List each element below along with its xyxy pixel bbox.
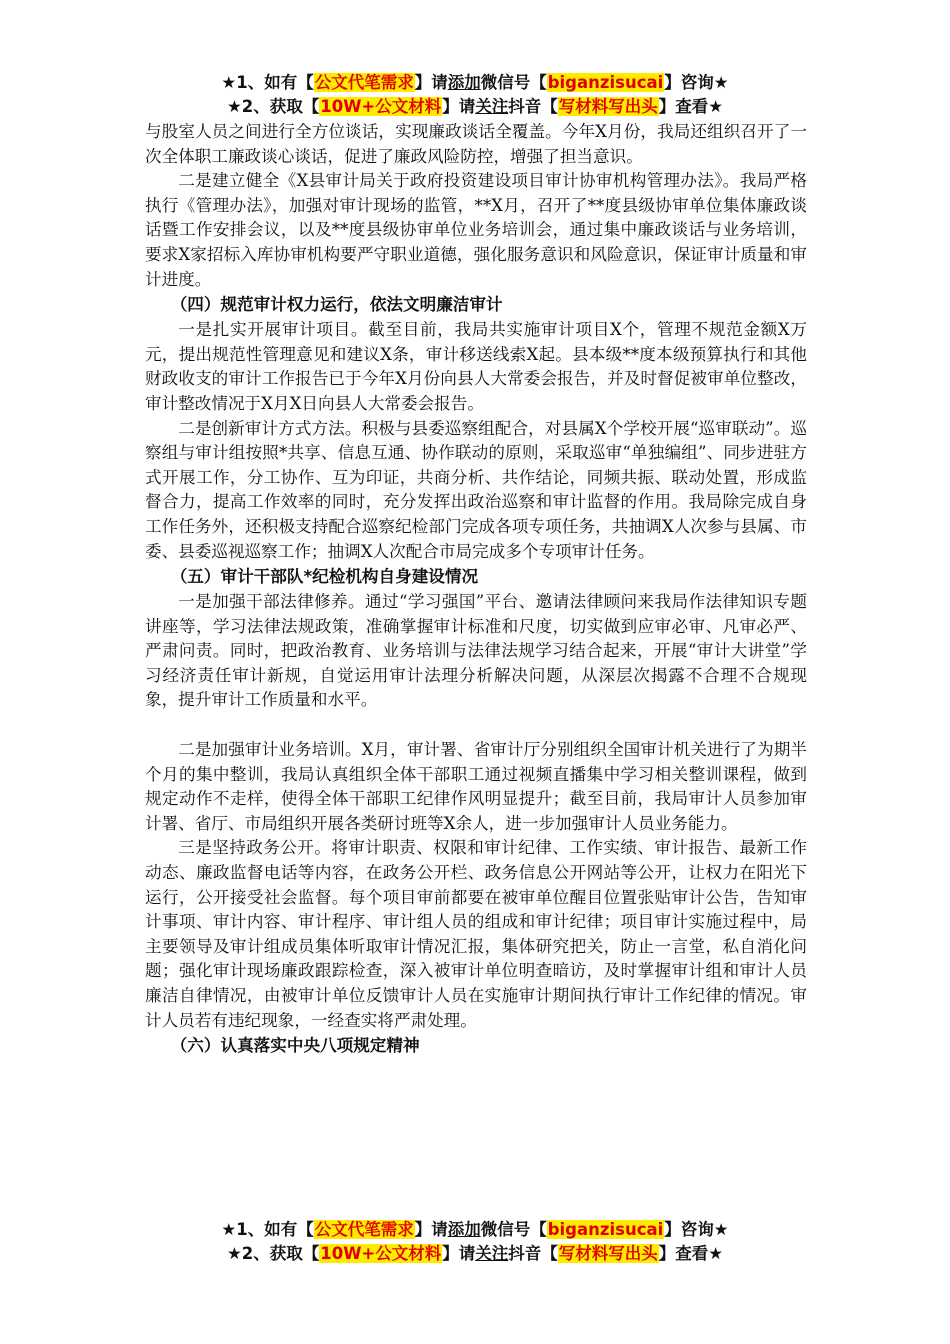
banner-line-2-top: ★2、获取【10W+公文材料】请关注抖音【写材料写出头】查看★ [226,97,724,116]
document-body [145,120,807,1059]
highlight-douyin-id: 写材料写出头 [558,97,658,116]
paragraph-management-measures: 二是建立健全《X县审计局关于政府投资建设项目审计协审机构管理办法》。我局严格执行《管理办法》，加强对审计现场的监管，**X月，召开了**度县级协审单位集体廉政谈话暨工作安排会议，以及**度县级协审单位业务培训会，通过集中廉政谈话与业务培训，要求X家招标入库协审机构要严守职业道德，强化服务意识和风险意识，保证审计质量和审计进度。 [145,171,807,289]
paragraph-continued: 与股室人员之间进行全方位谈话，实现廉政谈话全覆盖。今年X月份，我局还组织召开了一次全体职工廉政谈心谈话，促进了廉政风险防控，增强了担当意识。 [145,122,807,166]
section-heading-4: （四）规范审计权力运行，依法文明廉洁审计 [170,295,503,315]
section-heading-6: （六）认真落实中央八项规定精神 [170,1036,420,1056]
paragraph-gap [145,713,807,738]
highlight-wechat-id: biganzisucai [547,73,664,92]
paragraph-legal-training: 一是加强干部法律修养。通过“学习强国”平台、邀请法律顾问来我局作法律知识专题讲座等，学习法律法规政策，准确掌握审计标准和尺度，切实做到应审必审、凡审必严、严肃问责。同时，把政治教育、业务培训与法律法规学习结合起来，开展“审计大讲堂”学习经济责任审计新规，自觉运用审计法理分析解决问题，从深层次揭露不合理不合规现象，提升审计工作质量和水平。 [145,592,807,710]
highlight-materials: 10W+公文材料 [320,97,442,116]
banner-line-2-bottom: ★2、获取【10W+公文材料】请关注抖音【写材料写出头】查看★ [226,1244,724,1263]
highlight-service: 公文代笔需求 [314,73,414,92]
banner-line-1-bottom: ★1、如有【公文代笔需求】请添加微信号【biganzisucai】咨询★ [221,1220,729,1239]
paragraph-audit-projects: 一是扎实开展审计项目。截至目前，我局共实施审计项目X个，管理不规范金额X万元，提出规范性管理意见和建议X条，审计移送线索X起。县本级**度本级预算执行和其他财政收支的审计工作报告已于今年X月份向县人大常委会报告，并及时督促被审单位整改，审计整改情况于X月X日向县人大常委会报告。 [145,320,807,413]
banner-line-1-top: ★1、如有【公文代笔需求】请添加微信号【biganzisucai】咨询★ [221,73,729,92]
section-heading-5: （五）审计干部队*纪检机构自身建设情况 [170,567,479,587]
paragraph-business-training: 二是加强审计业务培训。X月，审计署、省审计厅分别组织全国审计机关进行了为期半个月的集中整训，我局认真组织全体干部职工通过视频直播集中学习相关整训课程，做到规定动作不走样，使得全体干部职工纪律作风明显提升；截至目前，我局审计人员参加审计署、省厅、市局组织开展各类研讨班等X余人，进一步加强审计人员业务能力。 [145,740,807,833]
paragraph-transparency: 三是坚持政务公开。将审计职责、权限和审计纪律、工作实绩、审计报告、最新工作动态、廉政监督电话等内容，在政务公开栏、政务信息公开网站等公开，让权力在阳光下运行，公开接受社会监督。每个项目审前都要在被审单位醒目位置张贴审计公告，告知审计事项、审计内容、审计程序、审计组人员的组成和审计纪律；项目审计实施过程中，局主要领导及审计组成员集体听取审计情况汇报，集体研究把关，防止一言堂，私自消化问题；强化审计现场廉政跟踪检查，深入被审计单位明查暗访，及时掌握审计组和审计人员廉洁自律情况，由被审计单位反馈审计人员在实施审计期间执行审计工作纪律的情况。审计人员若有违纪现象，一经查实将严肃处理。 [145,838,807,1030]
paragraph-audit-methods: 二是创新审计方式方法。积极与县委巡察组配合，对县属X个学校开展“巡审联动”。巡察组与审计组按照*共享、信息互通、协作联动的原则，采取巡审“单独编组”、同步进驻方式开展工作，分工协作、互为印证，共商分析、共作结论，同频共振、联动处置，形成监督合力，提高工作效率的同时，充分发挥出政治巡察和审计监督的作用。我局除完成自身工作任务外，还积极支持配合巡察纪检部门完成各项专项任务，共抽调X人次参与县属、市委、县委巡视巡察工作；抽调X人次配合市局完成多个专项审计任务。 [145,418,807,561]
